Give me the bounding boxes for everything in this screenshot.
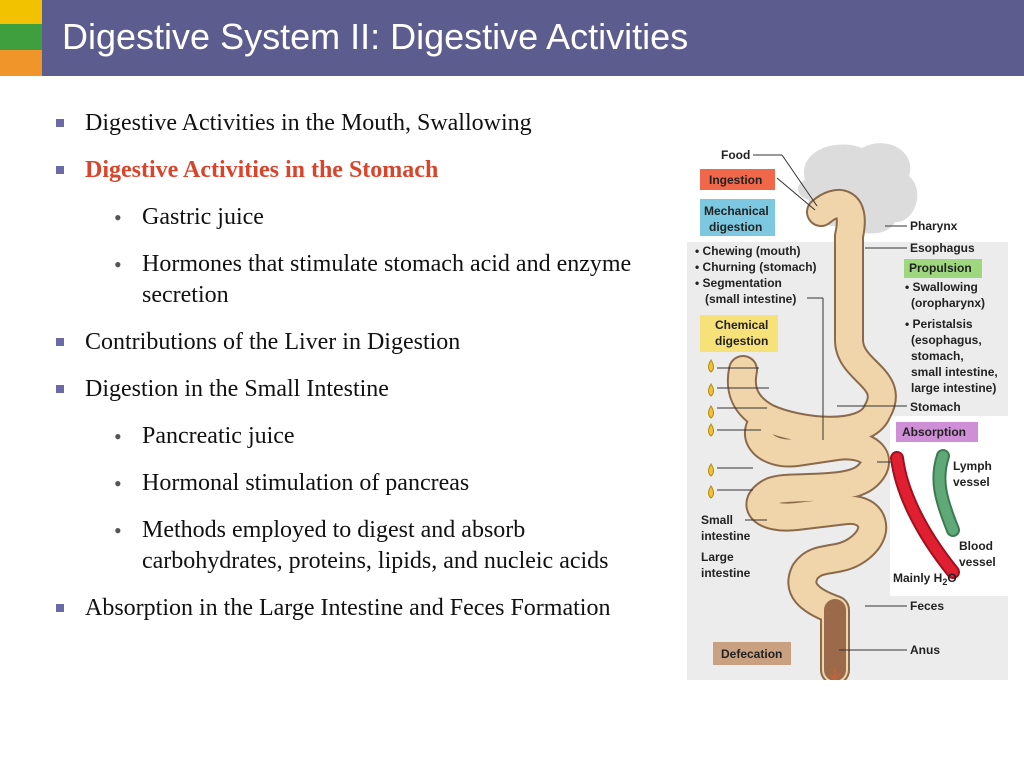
bullet-text: Digestive Activities in the Mouth, Swallowing bbox=[85, 110, 532, 136]
esophagus-label: Esophagus bbox=[910, 241, 975, 255]
mainly-water-label: Mainly $H_2O$ bbox=[893, 571, 957, 587]
bullet-text: Digestive Activities in the Stomach bbox=[85, 157, 439, 183]
bullet-item bbox=[50, 327, 650, 358]
propulsion-label: Propulsion bbox=[909, 261, 972, 275]
bullet-list bbox=[50, 108, 650, 640]
bullet-item bbox=[50, 374, 650, 405]
accent-green bbox=[0, 24, 42, 50]
bullet-text: Methods employed to digest and absorb carbohydrates, proteins, lipids, and nucleic acids bbox=[142, 517, 609, 574]
accent-yellow bbox=[0, 0, 42, 24]
peristalsis-label-2: (esophagus, bbox=[911, 333, 982, 347]
sub-bullet-item bbox=[50, 202, 650, 233]
peristalsis-label-4: small intestine, bbox=[911, 365, 998, 379]
bullet-item bbox=[50, 108, 650, 139]
small-intestine-label-1: Small bbox=[701, 513, 734, 527]
bullet-text: Pancreatic juice bbox=[142, 423, 295, 449]
dot-bullet-icon: • bbox=[114, 424, 122, 449]
dot-bullet-icon: • bbox=[114, 471, 122, 496]
peristalsis-label-5: large intestine) bbox=[911, 381, 997, 395]
peristalsis-label-1: • Peristalsis bbox=[905, 317, 973, 331]
swallowing-label-2: (oropharynx) bbox=[911, 296, 986, 310]
blood-vessel-label-1: Blood bbox=[959, 539, 993, 553]
lymph-vessel-label-1: Lymph bbox=[953, 459, 992, 473]
stomach-label: Stomach bbox=[910, 400, 961, 414]
square-bullet-icon bbox=[56, 604, 64, 612]
large-intestine-label-1: Large bbox=[701, 550, 734, 564]
square-bullet-icon bbox=[56, 166, 64, 174]
pharynx-label: Pharynx bbox=[910, 219, 958, 233]
anus-label: Anus bbox=[910, 643, 940, 657]
dot-bullet-icon: • bbox=[114, 518, 122, 543]
sub-bullet-item bbox=[50, 421, 650, 452]
large-intestine-label-2: intestine bbox=[701, 566, 751, 580]
food-label: Food bbox=[721, 148, 751, 162]
defecation-label: Defecation bbox=[721, 647, 783, 661]
bullet-text: Absorption in the Large Intestine and Feces Formation bbox=[85, 595, 611, 621]
absorption-label: Absorption bbox=[902, 425, 966, 439]
segmentation-label-2: (small intestine) bbox=[705, 292, 797, 306]
bullet-text: Hormones that stimulate stomach acid and enzyme secretion bbox=[142, 251, 632, 308]
dot-bullet-icon: • bbox=[114, 205, 122, 230]
dot-bullet-icon: • bbox=[114, 252, 122, 277]
chewing-label: • Chewing (mouth) bbox=[695, 244, 801, 258]
sub-bullet-item bbox=[50, 249, 650, 311]
slide-title: Digestive System II: Digestive Activities bbox=[62, 16, 689, 57]
bullet-item bbox=[50, 593, 650, 624]
sub-bullet-item bbox=[50, 468, 650, 499]
sub-bullet-item bbox=[50, 515, 650, 577]
swallowing-label-1: • Swallowing bbox=[905, 280, 978, 294]
lymph-vessel-label-2: vessel bbox=[953, 475, 990, 489]
churning-label: • Churning (stomach) bbox=[695, 260, 817, 274]
bullet-text: Contributions of the Liver in Digestion bbox=[85, 329, 461, 355]
bullet-text: Digestion in the Small Intestine bbox=[85, 376, 389, 402]
small-intestine-label-2: intestine bbox=[701, 529, 751, 543]
mechanical-label-2: digestion bbox=[709, 220, 763, 234]
chemical-label-2: digestion bbox=[715, 334, 769, 348]
digestive-diagram bbox=[687, 140, 1008, 680]
peristalsis-label-3: stomach, bbox=[911, 349, 964, 363]
segmentation-label-1: • Segmentation bbox=[695, 276, 782, 290]
square-bullet-icon bbox=[56, 338, 64, 346]
bullet-item-highlighted bbox=[50, 155, 650, 186]
ingestion-label: Ingestion bbox=[709, 173, 763, 187]
square-bullet-icon bbox=[56, 119, 64, 127]
bullet-text: Gastric juice bbox=[142, 204, 264, 230]
accent-orange bbox=[0, 50, 42, 76]
square-bullet-icon bbox=[56, 385, 64, 393]
mechanical-label-1: Mechanical bbox=[704, 204, 769, 218]
blood-vessel-label-2: vessel bbox=[959, 555, 996, 569]
feces-label: Feces bbox=[910, 599, 945, 613]
bullet-text: Hormonal stimulation of pancreas bbox=[142, 470, 470, 496]
chemical-label-1: Chemical bbox=[715, 318, 769, 332]
